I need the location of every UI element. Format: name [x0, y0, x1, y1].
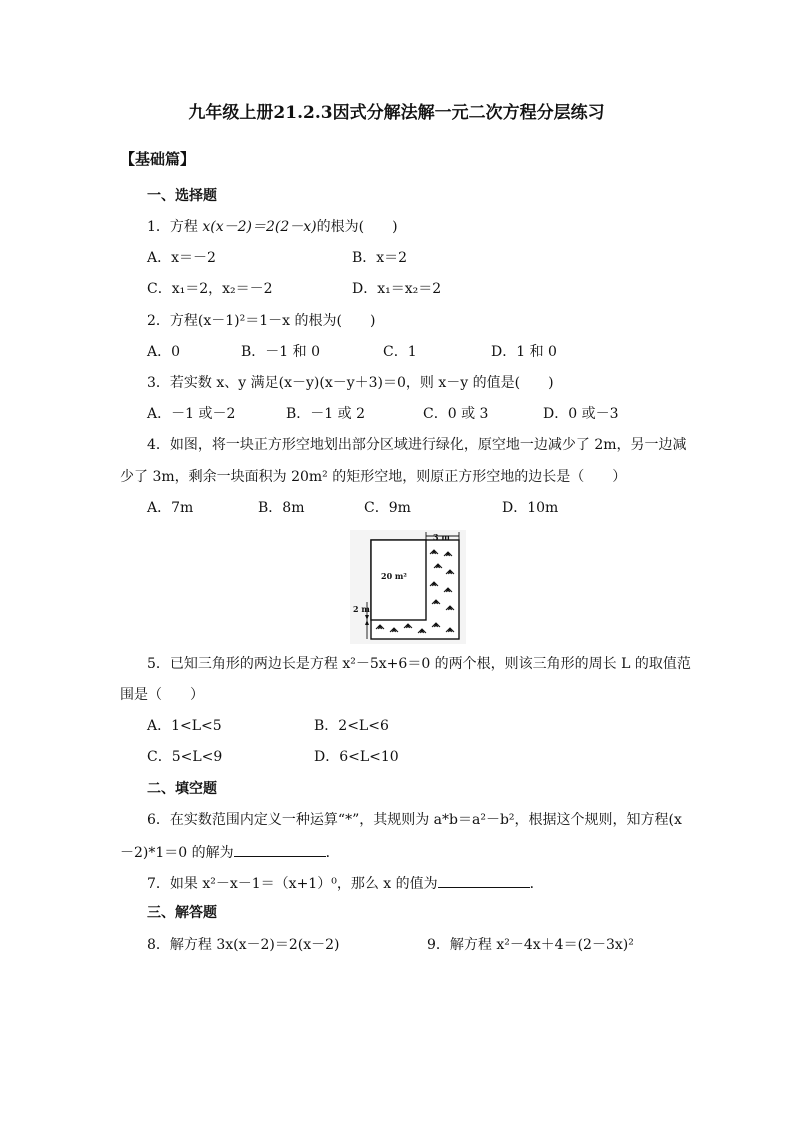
answer-blank[interactable] — [438, 873, 530, 888]
q3-option-a: A．－1 或－2 — [147, 406, 236, 422]
question-stem: 在实数范围内定义一种运算“*”，其规则为 a*b＝a²－b²，根据这个规则，知方程(x — [169, 812, 682, 828]
equation: x(x－2)＝2(2－x) — [202, 219, 317, 235]
question-7 — [147, 873, 544, 893]
q1-option-b: B．x＝2 — [352, 250, 408, 266]
q1-option-d: D．x₁＝x₂＝2 — [352, 281, 442, 297]
question-stem: 若实数 x、y 满足(x－y)(x－y＋3)＝0，则 x－y 的值是( ) — [169, 375, 554, 391]
question-number: 7． — [147, 876, 170, 892]
question-stem: 如图，将一块正方形空地划出部分区域进行绿化，原空地一边减少了 2m，另一边减 — [169, 437, 687, 453]
q2-option-a: A．0 — [147, 344, 181, 360]
q5-option-b: B．2<L<6 — [314, 718, 389, 734]
question-1 — [147, 218, 398, 236]
question-number: 4． — [147, 437, 170, 453]
question-9: 9．解方程 x²－4x＋4＝(2－3x)² — [427, 937, 634, 953]
question-stem-end: 的根为( ) — [316, 219, 398, 235]
q3-option-d: D．0 或－3 — [543, 406, 619, 422]
question-4-line-1 — [147, 436, 687, 454]
q4-option-b: B．8m — [258, 500, 305, 516]
question-stem: －2)*1＝0 的解为 — [120, 845, 234, 861]
question-number: 2． — [147, 313, 170, 329]
question-end: ． — [325, 845, 340, 861]
q3-option-b: B．－1 或 2 — [286, 406, 366, 422]
question-number: 3． — [147, 375, 170, 391]
question-3 — [147, 374, 554, 392]
question-4-line-2: 少了 3m，剩余一块面积为 20m² 的矩形空地，则原正方形空地的边长是（ ） — [120, 469, 627, 485]
section-fill-heading: 二、填空题 — [147, 781, 217, 797]
question-5-line-1 — [147, 655, 691, 673]
section-choice-heading: 一、选择题 — [147, 188, 217, 204]
question-8: 8．解方程 3x(x－2)＝2(x－2) — [147, 937, 340, 953]
section-solve-heading: 三、解答题 — [147, 905, 217, 921]
question-stem: 已知三角形的两边长是方程 x²－5x+6＝0 的两个根，则该三角形的周长 L 的取值范 — [169, 656, 691, 672]
question-number: 6． — [147, 812, 170, 828]
question-2 — [147, 312, 375, 330]
q4-option-d: D．10m — [502, 500, 559, 516]
q4-option-c: C．9m — [364, 500, 411, 516]
q1-option-c: C．x₁＝2，x₂＝－2 — [147, 281, 273, 297]
q3-option-c: C．0 或 3 — [423, 406, 489, 422]
question-stem: 方程(x－1)²＝1－x 的根为( ) — [169, 313, 376, 329]
question-number: 5． — [147, 656, 170, 672]
answer-blank[interactable] — [234, 842, 326, 857]
level-heading: 【基础篇】 — [120, 150, 196, 168]
q5-option-c: C．5<L<9 — [147, 749, 223, 765]
question-end: ． — [529, 876, 544, 892]
square-plot-figure — [350, 530, 466, 644]
question-6-line-1 — [147, 811, 682, 829]
q2-option-c: C．1 — [383, 344, 417, 360]
page-title: 九年级上册21.2.3因式分解法解一元二次方程分层练习 — [188, 103, 605, 123]
question-6-line-2 — [120, 842, 340, 862]
q2-option-d: D．1 和 0 — [491, 344, 557, 360]
label-2m: 2 m — [353, 604, 370, 614]
question-number: 1． — [147, 219, 170, 235]
question-stem: 方程 — [169, 219, 203, 235]
q5-option-d: D．6<L<10 — [314, 749, 399, 765]
question-5-line-2: 围是（ ） — [120, 687, 204, 703]
question-stem: 如果 x²－x－1＝（x+1）⁰，那么 x 的值为 — [169, 876, 438, 892]
q5-option-a: A．1<L<5 — [147, 718, 222, 734]
q4-option-a: A．7m — [147, 500, 194, 516]
q2-option-b: B．－1 和 0 — [241, 344, 321, 360]
label-3m: 3 m — [433, 532, 450, 542]
label-20m2: 20 m² — [381, 571, 407, 581]
q1-option-a: A．x＝－2 — [147, 250, 216, 266]
